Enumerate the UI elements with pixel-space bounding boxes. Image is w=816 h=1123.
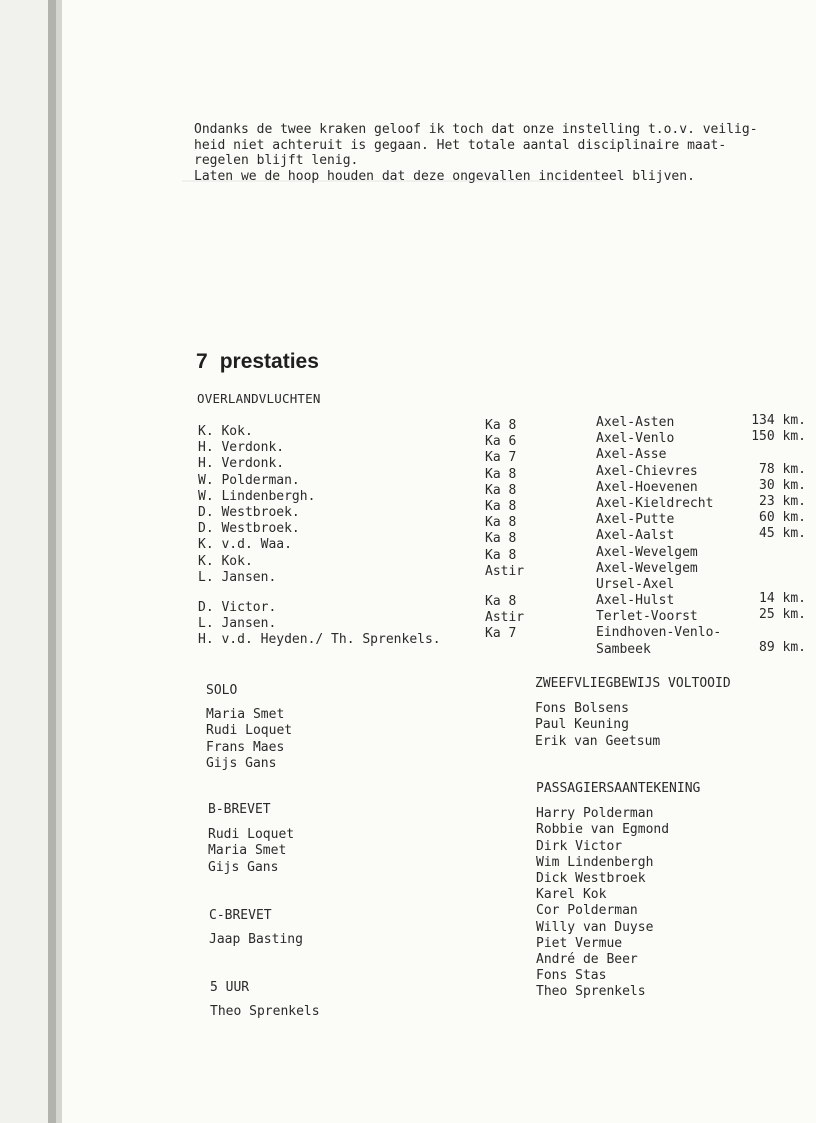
table-cell-distance: 60 km.	[759, 510, 806, 526]
table-cell-route: Terlet-Voorst	[596, 609, 698, 625]
overland-pilots-column	[198, 424, 441, 648]
table-cell-pilot: K. Kok.	[198, 553, 253, 569]
c-brevet-section	[209, 908, 303, 948]
table-cell-pilot: W. Lindenbergh.	[198, 488, 316, 504]
zweefvlieg-heading: ZWEEFVLIEGBEWIJS VOLTOOID	[535, 676, 731, 691]
table-cell-glider: Ka 8	[485, 515, 517, 531]
overland-gliders-column	[485, 418, 524, 642]
list-item: Fons Stas	[536, 968, 607, 984]
table-cell-route: Axel-Asse	[596, 447, 667, 463]
table-cell-distance	[734, 623, 806, 639]
overland-distances-column	[734, 413, 806, 656]
table-cell-glider: Astir	[485, 563, 525, 579]
document-page	[62, 0, 816, 1123]
table-cell-distance: 30 km.	[759, 477, 806, 493]
overland-heading: OVERLANDVLUCHTEN	[197, 391, 321, 406]
list-item: Cor Polderman	[536, 903, 638, 919]
table-cell-distance: 150 km.	[751, 429, 806, 445]
list-item: Robbie van Egmond	[536, 822, 670, 838]
table-cell-glider: Ka 8	[485, 531, 517, 547]
table-cell-pilot: D. Westbroek.	[198, 504, 300, 520]
five-hour-section	[210, 980, 320, 1020]
intro-line: regelen blijft lenig.	[194, 153, 359, 168]
b-brevet-heading: B-BREVET	[208, 802, 271, 817]
table-cell-pilot	[198, 586, 441, 600]
table-cell-route: Sambeek	[596, 641, 651, 657]
table-cell-glider: Ka 8	[485, 547, 517, 563]
table-cell-distance: 25 km.	[759, 607, 806, 623]
table-cell-distance: 23 km.	[759, 493, 806, 509]
table-cell-distance: 134 km.	[751, 413, 806, 428]
list-item: Jaap Basting	[209, 932, 303, 948]
table-cell-distance: 89 km.	[759, 639, 806, 655]
table-cell-route: Axel-Hoevenen	[596, 479, 698, 495]
list-item: Dick Westbroek	[536, 870, 646, 886]
list-item: Harry Polderman	[536, 806, 654, 822]
table-cell-route: Axel-Venlo	[596, 431, 675, 447]
table-cell-glider: Ka 7	[485, 450, 517, 466]
table-cell-distance	[734, 543, 806, 559]
table-cell-pilot: K. v.d. Waa.	[198, 537, 292, 553]
list-item: Karel Kok	[536, 887, 607, 903]
intro-line: Laten we de hoop houden dat deze ongevallen incidenteel blijven.	[194, 168, 695, 184]
list-item: Erik van Geetsum	[535, 733, 661, 749]
solo-section	[206, 683, 292, 772]
table-cell-route: Axel-Wevelgem	[596, 560, 698, 576]
page-edge-shadow	[48, 0, 56, 1123]
list-item: Theo Sprenkels	[210, 1004, 320, 1020]
page-edge-left	[0, 0, 48, 1123]
table-cell-distance	[734, 559, 806, 575]
table-cell-distance	[734, 445, 806, 461]
table-cell-route: Axel-Kieldrecht	[596, 495, 714, 511]
table-cell-distance: 45 km.	[759, 526, 806, 542]
table-cell-glider: Ka 8	[485, 466, 517, 482]
table-cell-route: Axel-Aalst	[596, 528, 675, 544]
list-item: Willy van Duyse	[536, 919, 654, 935]
list-item: Rudi Loquet	[208, 827, 295, 843]
passagiers-heading: PASSAGIERSAANTEKENING	[536, 781, 701, 796]
table-cell-pilot: L. Jansen.	[198, 569, 277, 585]
table-cell-glider: Ka 8	[485, 498, 517, 514]
table-cell-route: Eindhoven-Venlo-	[596, 625, 722, 641]
table-cell-glider	[485, 580, 524, 594]
table-cell-glider: Ka 7	[485, 626, 517, 642]
table-cell-distance	[734, 575, 806, 591]
table-cell-pilot: W. Polderman.	[198, 472, 300, 488]
table-cell-pilot: H. v.d. Heyden./ Th. Sprenkels.	[198, 632, 441, 648]
table-cell-pilot: D. Westbroek.	[198, 521, 300, 537]
table-cell-pilot: L. Jansen.	[198, 616, 277, 632]
section-title: prestaties	[219, 350, 319, 373]
list-item: Rudi Loquet	[206, 723, 293, 739]
table-cell-distance: 78 km.	[759, 461, 806, 477]
list-item: Maria Smet	[206, 707, 285, 723]
table-cell-pilot: D. Victor.	[198, 599, 277, 615]
zweefvlieg-section	[535, 676, 731, 750]
five-hour-heading: 5 UUR	[210, 980, 250, 995]
table-cell-distance: 14 km.	[759, 591, 806, 607]
table-cell-route: Axel-Chievres	[596, 463, 698, 479]
list-item: Gijs Gans	[208, 859, 279, 875]
table-cell-route: Ursel-Axel	[596, 576, 675, 592]
intro-line: heid niet achteruit is gegaan. Het totale aantal disciplinaire maat-	[194, 137, 727, 153]
intro-line: Ondanks de twee kraken geloof ik toch dat onze instelling t.o.v. veilig-	[194, 122, 758, 137]
list-item: Maria Smet	[208, 843, 287, 859]
list-item: Wim Lindenbergh	[536, 854, 654, 870]
table-cell-pilot: H. Verdonk.	[198, 456, 285, 472]
table-cell-route: Axel-Hulst	[596, 593, 675, 609]
table-cell-glider: Astir	[485, 610, 525, 626]
list-item: Gijs Gans	[206, 755, 277, 771]
intro-paragraph	[194, 122, 758, 184]
list-item: Frans Maes	[206, 739, 285, 755]
list-item: Fons Bolsens	[535, 701, 629, 717]
table-cell-glider: Ka 8	[485, 482, 517, 498]
list-item: Dirk Victor	[536, 838, 623, 854]
c-brevet-heading: C-BREVET	[209, 908, 272, 923]
b-brevet-section	[208, 802, 294, 876]
table-cell-route: Axel-Putte	[596, 512, 675, 528]
table-cell-route: Axel-Wevelgem	[596, 544, 698, 560]
list-item: Piet Vermue	[536, 935, 623, 951]
table-cell-glider: Ka 8	[485, 418, 517, 433]
solo-heading: SOLO	[206, 683, 238, 698]
list-item: Paul Keuning	[535, 717, 629, 733]
table-cell-glider: Ka 6	[485, 434, 517, 450]
table-cell-pilot: H. Verdonk.	[198, 440, 285, 456]
table-cell-route: Axel-Asten	[596, 415, 675, 430]
table-cell-glider: Ka 8	[485, 593, 517, 609]
list-item: André de Beer	[536, 951, 638, 967]
passagiers-section	[536, 781, 700, 1000]
overland-routes-column	[596, 415, 721, 658]
section-heading	[196, 350, 319, 374]
section-number: 7	[196, 350, 208, 373]
list-item: Theo Sprenkels	[536, 984, 646, 1000]
table-cell-pilot: K. Kok.	[198, 424, 253, 439]
